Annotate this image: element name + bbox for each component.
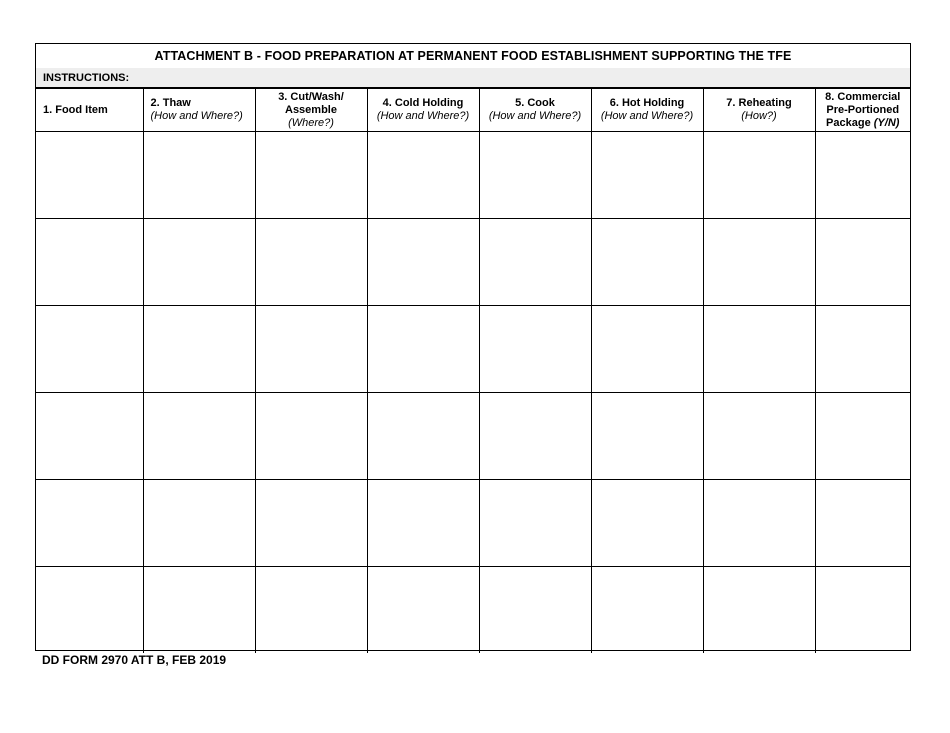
hot-holding-cell[interactable]: [591, 219, 703, 306]
cold-holding-cell[interactable]: [367, 393, 479, 480]
col-header-label: 3. Cut/Wash/: [278, 90, 344, 103]
col-header-label: 1. Food Item: [43, 103, 108, 116]
hot-holding-cell[interactable]: [591, 567, 703, 654]
col-header-label-3: [816, 117, 911, 130]
cold-holding-cell[interactable]: [367, 219, 479, 306]
reheating-cell[interactable]: [703, 393, 815, 480]
header-row: [36, 89, 910, 132]
col-header-cold-holding: [367, 89, 479, 132]
col-header-sublabel: (How?): [741, 110, 777, 122]
thaw-cell[interactable]: [143, 567, 255, 654]
commercial-package-cell[interactable]: [815, 306, 910, 393]
cold-holding-cell[interactable]: [367, 480, 479, 567]
commercial-package-cell[interactable]: [815, 480, 910, 567]
table-row: [36, 132, 910, 219]
col-header-sublabel: (How and Where?): [488, 110, 582, 122]
reheating-cell[interactable]: [703, 306, 815, 393]
table-row: [36, 567, 910, 654]
table-body: [36, 132, 910, 654]
table-row: [36, 219, 910, 306]
col-header-label-2: Assemble: [285, 103, 337, 116]
cut-wash-assemble-cell[interactable]: [255, 567, 367, 654]
col-header-label: 5. Cook: [515, 97, 555, 109]
hot-holding-cell[interactable]: [591, 480, 703, 567]
food-item-cell[interactable]: [36, 306, 143, 393]
commercial-package-cell[interactable]: [815, 132, 910, 219]
col-header-food-item: [36, 89, 143, 132]
reheating-cell[interactable]: [703, 219, 815, 306]
cook-cell[interactable]: [479, 219, 591, 306]
col-header-reheating: [703, 89, 815, 132]
reheating-cell[interactable]: [703, 480, 815, 567]
thaw-cell[interactable]: [143, 306, 255, 393]
cold-holding-cell[interactable]: [367, 132, 479, 219]
cut-wash-assemble-cell[interactable]: [255, 393, 367, 480]
food-prep-table: [36, 88, 910, 653]
food-item-cell[interactable]: [36, 567, 143, 654]
commercial-package-cell[interactable]: [815, 567, 910, 654]
food-item-cell[interactable]: [36, 393, 143, 480]
col-header-thaw: [143, 89, 255, 132]
col-header-sublabel: (How and Where?): [150, 110, 243, 122]
col-header-hot-holding: [591, 89, 703, 132]
food-item-cell[interactable]: [36, 219, 143, 306]
hot-holding-cell[interactable]: [591, 393, 703, 480]
thaw-cell[interactable]: [143, 393, 255, 480]
thaw-cell[interactable]: [143, 132, 255, 219]
col-header-sublabel: (How and Where?): [376, 110, 470, 122]
food-item-cell[interactable]: [36, 480, 143, 567]
thaw-cell[interactable]: [143, 219, 255, 306]
reheating-cell[interactable]: [703, 567, 815, 654]
cook-cell[interactable]: [479, 567, 591, 654]
col-header-label: 6. Hot Holding: [609, 97, 685, 109]
commercial-package-cell[interactable]: [815, 393, 910, 480]
col-header-label: 7. Reheating: [726, 97, 792, 109]
hot-holding-cell[interactable]: [591, 132, 703, 219]
cold-holding-cell[interactable]: [367, 567, 479, 654]
table-row: [36, 480, 910, 567]
commercial-package-cell[interactable]: [815, 219, 910, 306]
reheating-cell[interactable]: [703, 132, 815, 219]
package-label: Package: [826, 116, 871, 129]
col-header-sublabel: (How and Where?): [600, 110, 694, 122]
thaw-cell[interactable]: [143, 480, 255, 567]
cook-cell[interactable]: [479, 480, 591, 567]
hot-holding-cell[interactable]: [591, 306, 703, 393]
cut-wash-assemble-cell[interactable]: [255, 306, 367, 393]
col-header-commercial-package: [815, 89, 910, 132]
cook-cell[interactable]: [479, 393, 591, 480]
cut-wash-assemble-cell[interactable]: [255, 132, 367, 219]
instructions-label: INSTRUCTIONS:: [36, 68, 910, 88]
col-header-sublabel: (Where?): [288, 116, 334, 129]
table-row: [36, 306, 910, 393]
cook-cell[interactable]: [479, 306, 591, 393]
form-number: DD FORM 2970 ATT B, FEB 2019: [42, 653, 227, 667]
col-header-cook: [479, 89, 591, 132]
col-header-label: 4. Cold Holding: [382, 97, 464, 109]
form-title: ATTACHMENT B - FOOD PREPARATION AT PERMANENT FOOD ESTABLISHMENT SUPPORTING THE TFE: [36, 44, 910, 69]
col-header-label: 2. Thaw: [150, 97, 191, 109]
col-header-cut-wash-assemble: [255, 89, 367, 132]
food-preparation-form: [35, 43, 911, 651]
food-item-cell[interactable]: [36, 132, 143, 219]
col-header-label-2: Pre-Portioned: [826, 103, 900, 116]
yn-hint: (Y/N): [873, 116, 900, 129]
cook-cell[interactable]: [479, 132, 591, 219]
cut-wash-assemble-cell[interactable]: [255, 219, 367, 306]
cut-wash-assemble-cell[interactable]: [255, 480, 367, 567]
col-header-label: 8. Commercial: [825, 90, 901, 103]
table-row: [36, 393, 910, 480]
cold-holding-cell[interactable]: [367, 306, 479, 393]
